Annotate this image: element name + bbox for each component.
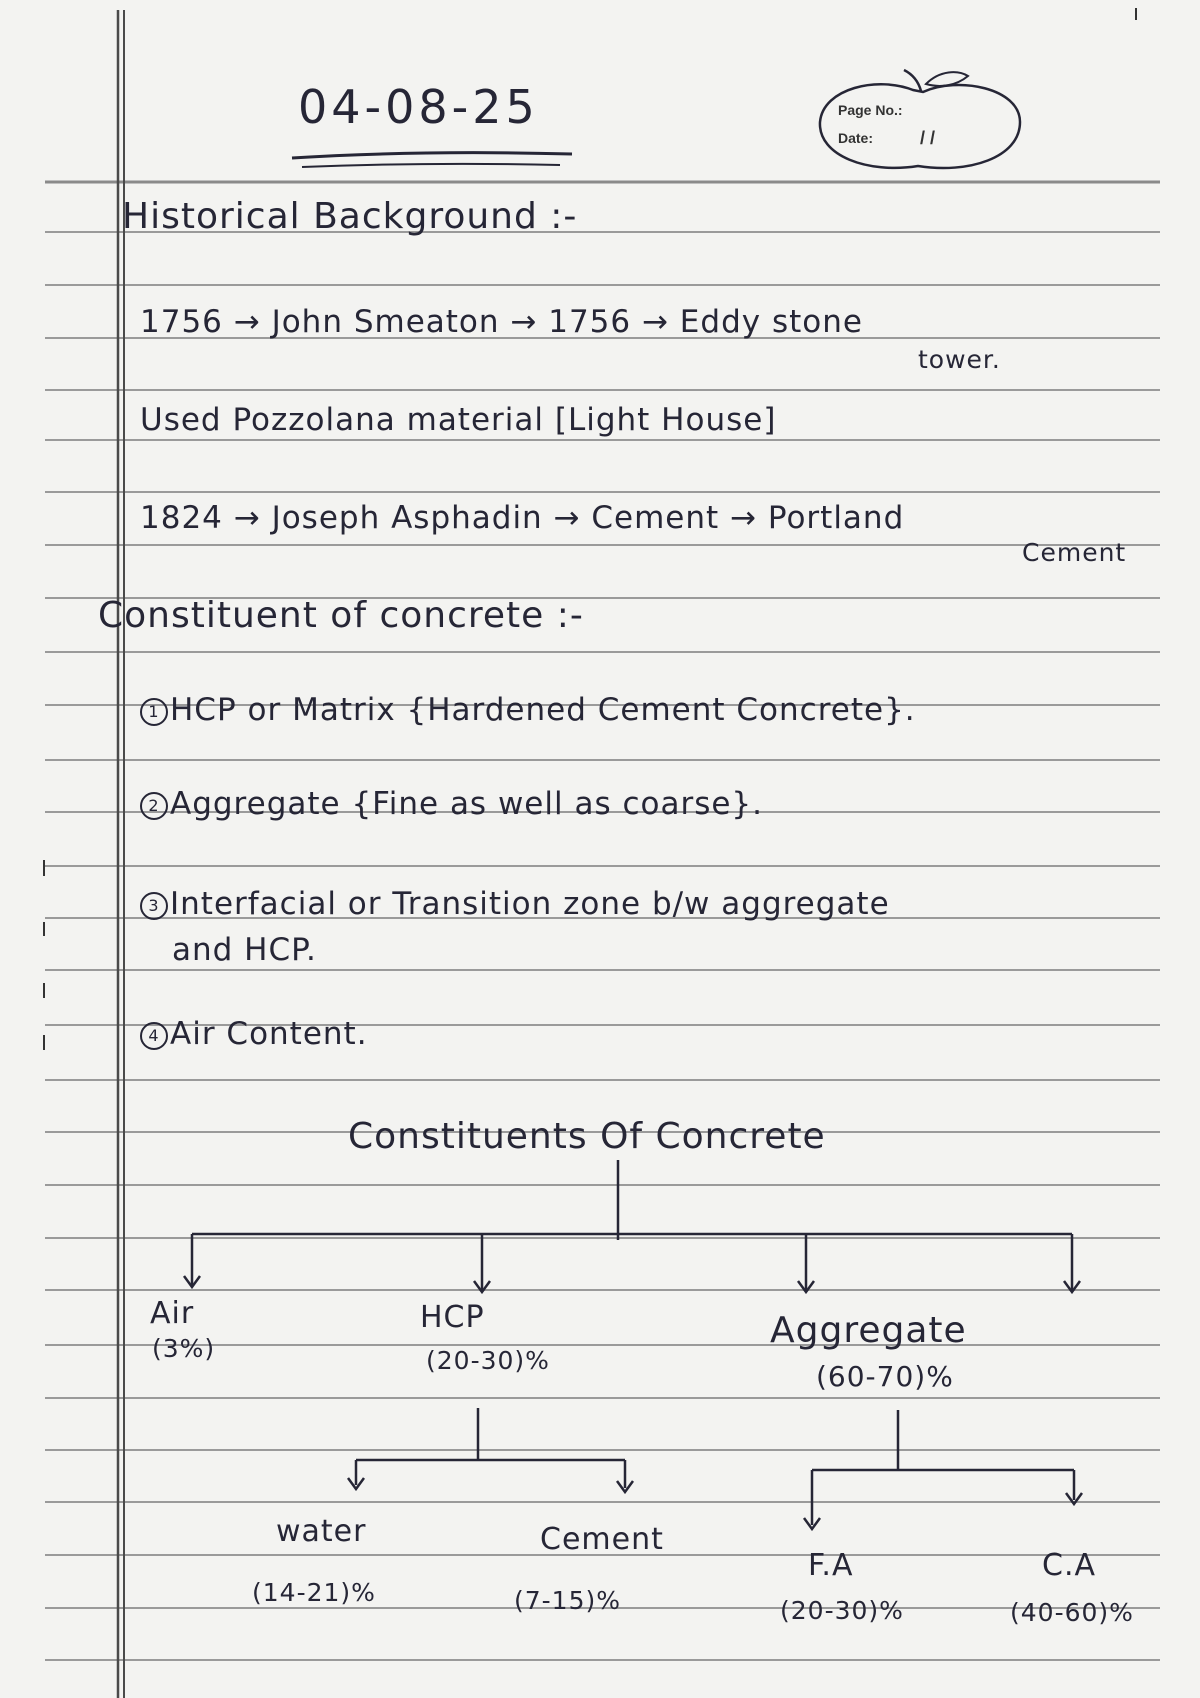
diagram-title: Constituents Of Concrete (348, 1116, 826, 1157)
constituent-item-3b: and HCP. (172, 932, 317, 968)
item-text: Aggregate {Fine as well as coarse}. (170, 786, 763, 822)
constituents-heading: Constituent of concrete :- (98, 595, 584, 636)
page-date: 04-08-25 (298, 80, 539, 134)
node-ca-label: C.A (1042, 1548, 1097, 1583)
date-slashes: / / (920, 128, 936, 148)
node-cement-label: Cement (540, 1522, 664, 1557)
item-text: Interfacial or Transition zone b/w aggregate (170, 886, 890, 922)
node-water-label: water (276, 1514, 367, 1549)
node-aggregate-label: Aggregate (770, 1310, 967, 1351)
node-hcp-label: HCP (420, 1300, 485, 1335)
item-number: 4 (140, 1022, 168, 1050)
node-ca-pct: (40-60)% (1010, 1598, 1134, 1627)
item-number: 1 (140, 698, 168, 726)
node-cement-pct: (7-15)% (514, 1586, 621, 1615)
item-number: 2 (140, 792, 168, 820)
node-hcp-pct: (20-30)% (426, 1346, 550, 1375)
node-fa-pct: (20-30)% (780, 1596, 904, 1625)
history-line-1b: tower. (918, 345, 1001, 374)
history-line-2: Used Pozzolana material [Light House] (140, 402, 777, 438)
history-heading: Historical Background :- (122, 196, 578, 237)
node-air-label: Air (150, 1296, 195, 1331)
item-number: 3 (140, 892, 168, 920)
node-water-pct: (14-21)% (252, 1578, 376, 1607)
history-line-1: 1756 → John Smeaton → 1756 → Eddy stone (140, 304, 863, 340)
item-text: HCP or Matrix {Hardened Cement Concrete}. (170, 692, 916, 728)
page-no-label: Page No.: (838, 102, 903, 118)
history-line-3: 1824 → Joseph Asphadin → Cement → Portland (140, 500, 905, 536)
node-aggregate-pct: (60-70)% (816, 1360, 954, 1393)
item-text: Air Content. (170, 1016, 368, 1052)
date-label: Date: (838, 130, 874, 146)
node-fa-label: F.A (808, 1548, 854, 1583)
history-line-3b: Cement (1022, 538, 1127, 567)
node-air-pct: (3%) (152, 1334, 216, 1363)
